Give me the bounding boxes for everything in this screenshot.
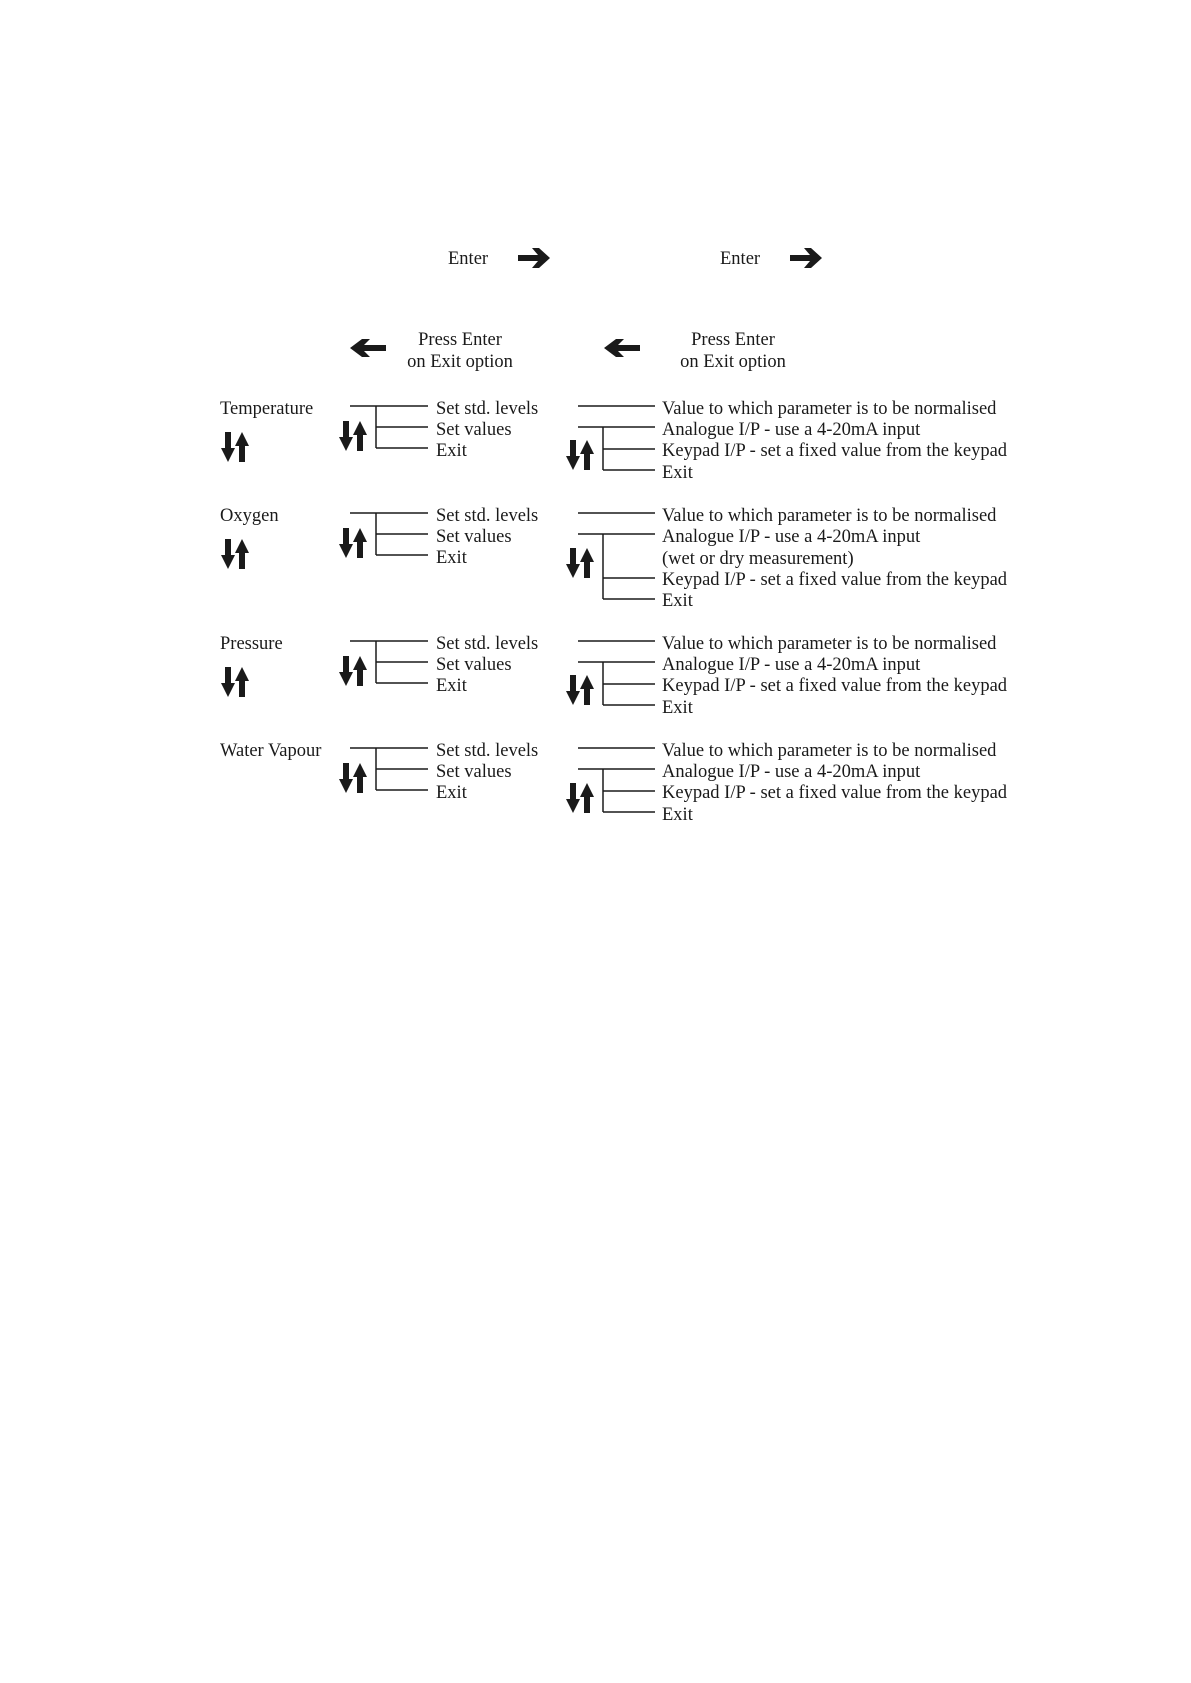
exit-option-label-1: on Exit option [407, 352, 513, 372]
option-normalise-value[interactable]: Value to which parameter is to be normalised [662, 399, 997, 419]
up-down-arrow-icon [565, 674, 599, 706]
menu-item-set-std-levels[interactable]: Set std. levels [436, 634, 539, 654]
parameter-name: Temperature [220, 399, 314, 419]
option-keypad-input[interactable]: Keypad I/P - set a fixed value from the keypad [662, 676, 1008, 696]
parameter-name: Oxygen [220, 506, 279, 526]
press-enter-label-1: Press Enter [418, 330, 502, 350]
up-down-arrow-icon [338, 655, 372, 687]
menu-item-exit[interactable]: Exit [436, 783, 467, 803]
option-exit[interactable]: Exit [662, 463, 693, 483]
option-keypad-input[interactable]: Keypad I/P - set a fixed value from the keypad [662, 783, 1008, 803]
option-normalise-value[interactable]: Value to which parameter is to be normalised [662, 741, 997, 761]
menu-item-exit[interactable]: Exit [436, 441, 467, 461]
up-down-arrow-icon [565, 782, 599, 814]
option-analogue-input[interactable]: Analogue I/P - use a 4-20mA input [662, 527, 921, 547]
menu-item-set-std-levels[interactable]: Set std. levels [436, 741, 539, 761]
up-down-arrow-icon [220, 538, 254, 570]
menu-item-set-values[interactable]: Set values [436, 655, 512, 675]
menu-item-set-std-levels[interactable]: Set std. levels [436, 506, 539, 526]
up-down-arrow-icon [338, 420, 372, 452]
menu-item-set-values[interactable]: Set values [436, 762, 512, 782]
up-down-arrow-icon [338, 762, 372, 794]
enter-label-2: Enter [720, 249, 761, 269]
option-exit[interactable]: Exit [662, 591, 693, 611]
up-down-arrow-icon [565, 439, 599, 471]
option-normalise-value[interactable]: Value to which parameter is to be normalised [662, 506, 997, 526]
menu-item-set-std-levels[interactable]: Set std. levels [436, 399, 539, 419]
up-down-arrow-icon [220, 431, 254, 463]
up-down-arrow-icon [338, 527, 372, 559]
enter-label-1: Enter [448, 249, 489, 269]
menu-item-set-values[interactable]: Set values [436, 527, 512, 547]
option-exit[interactable]: Exit [662, 698, 693, 718]
option-normalise-value[interactable]: Value to which parameter is to be normalised [662, 634, 997, 654]
up-down-arrow-icon [220, 666, 254, 698]
option-analogue-note: (wet or dry measurement) [662, 549, 854, 569]
menu-item-set-values[interactable]: Set values [436, 420, 512, 440]
menu-item-exit[interactable]: Exit [436, 676, 467, 696]
option-keypad-input[interactable]: Keypad I/P - set a fixed value from the keypad [662, 441, 1008, 461]
option-analogue-input[interactable]: Analogue I/P - use a 4-20mA input [662, 420, 921, 440]
option-exit[interactable]: Exit [662, 805, 693, 825]
option-keypad-input[interactable]: Keypad I/P - set a fixed value from the keypad [662, 570, 1008, 590]
menu-item-exit[interactable]: Exit [436, 548, 467, 568]
up-down-arrow-icon [565, 547, 599, 579]
exit-option-label-2: on Exit option [680, 352, 786, 372]
option-analogue-input[interactable]: Analogue I/P - use a 4-20mA input [662, 655, 921, 675]
parameter-name: Pressure [220, 634, 283, 654]
option-analogue-input[interactable]: Analogue I/P - use a 4-20mA input [662, 762, 921, 782]
parameter-name: Water Vapour [220, 741, 322, 761]
press-enter-label-2: Press Enter [691, 330, 775, 350]
